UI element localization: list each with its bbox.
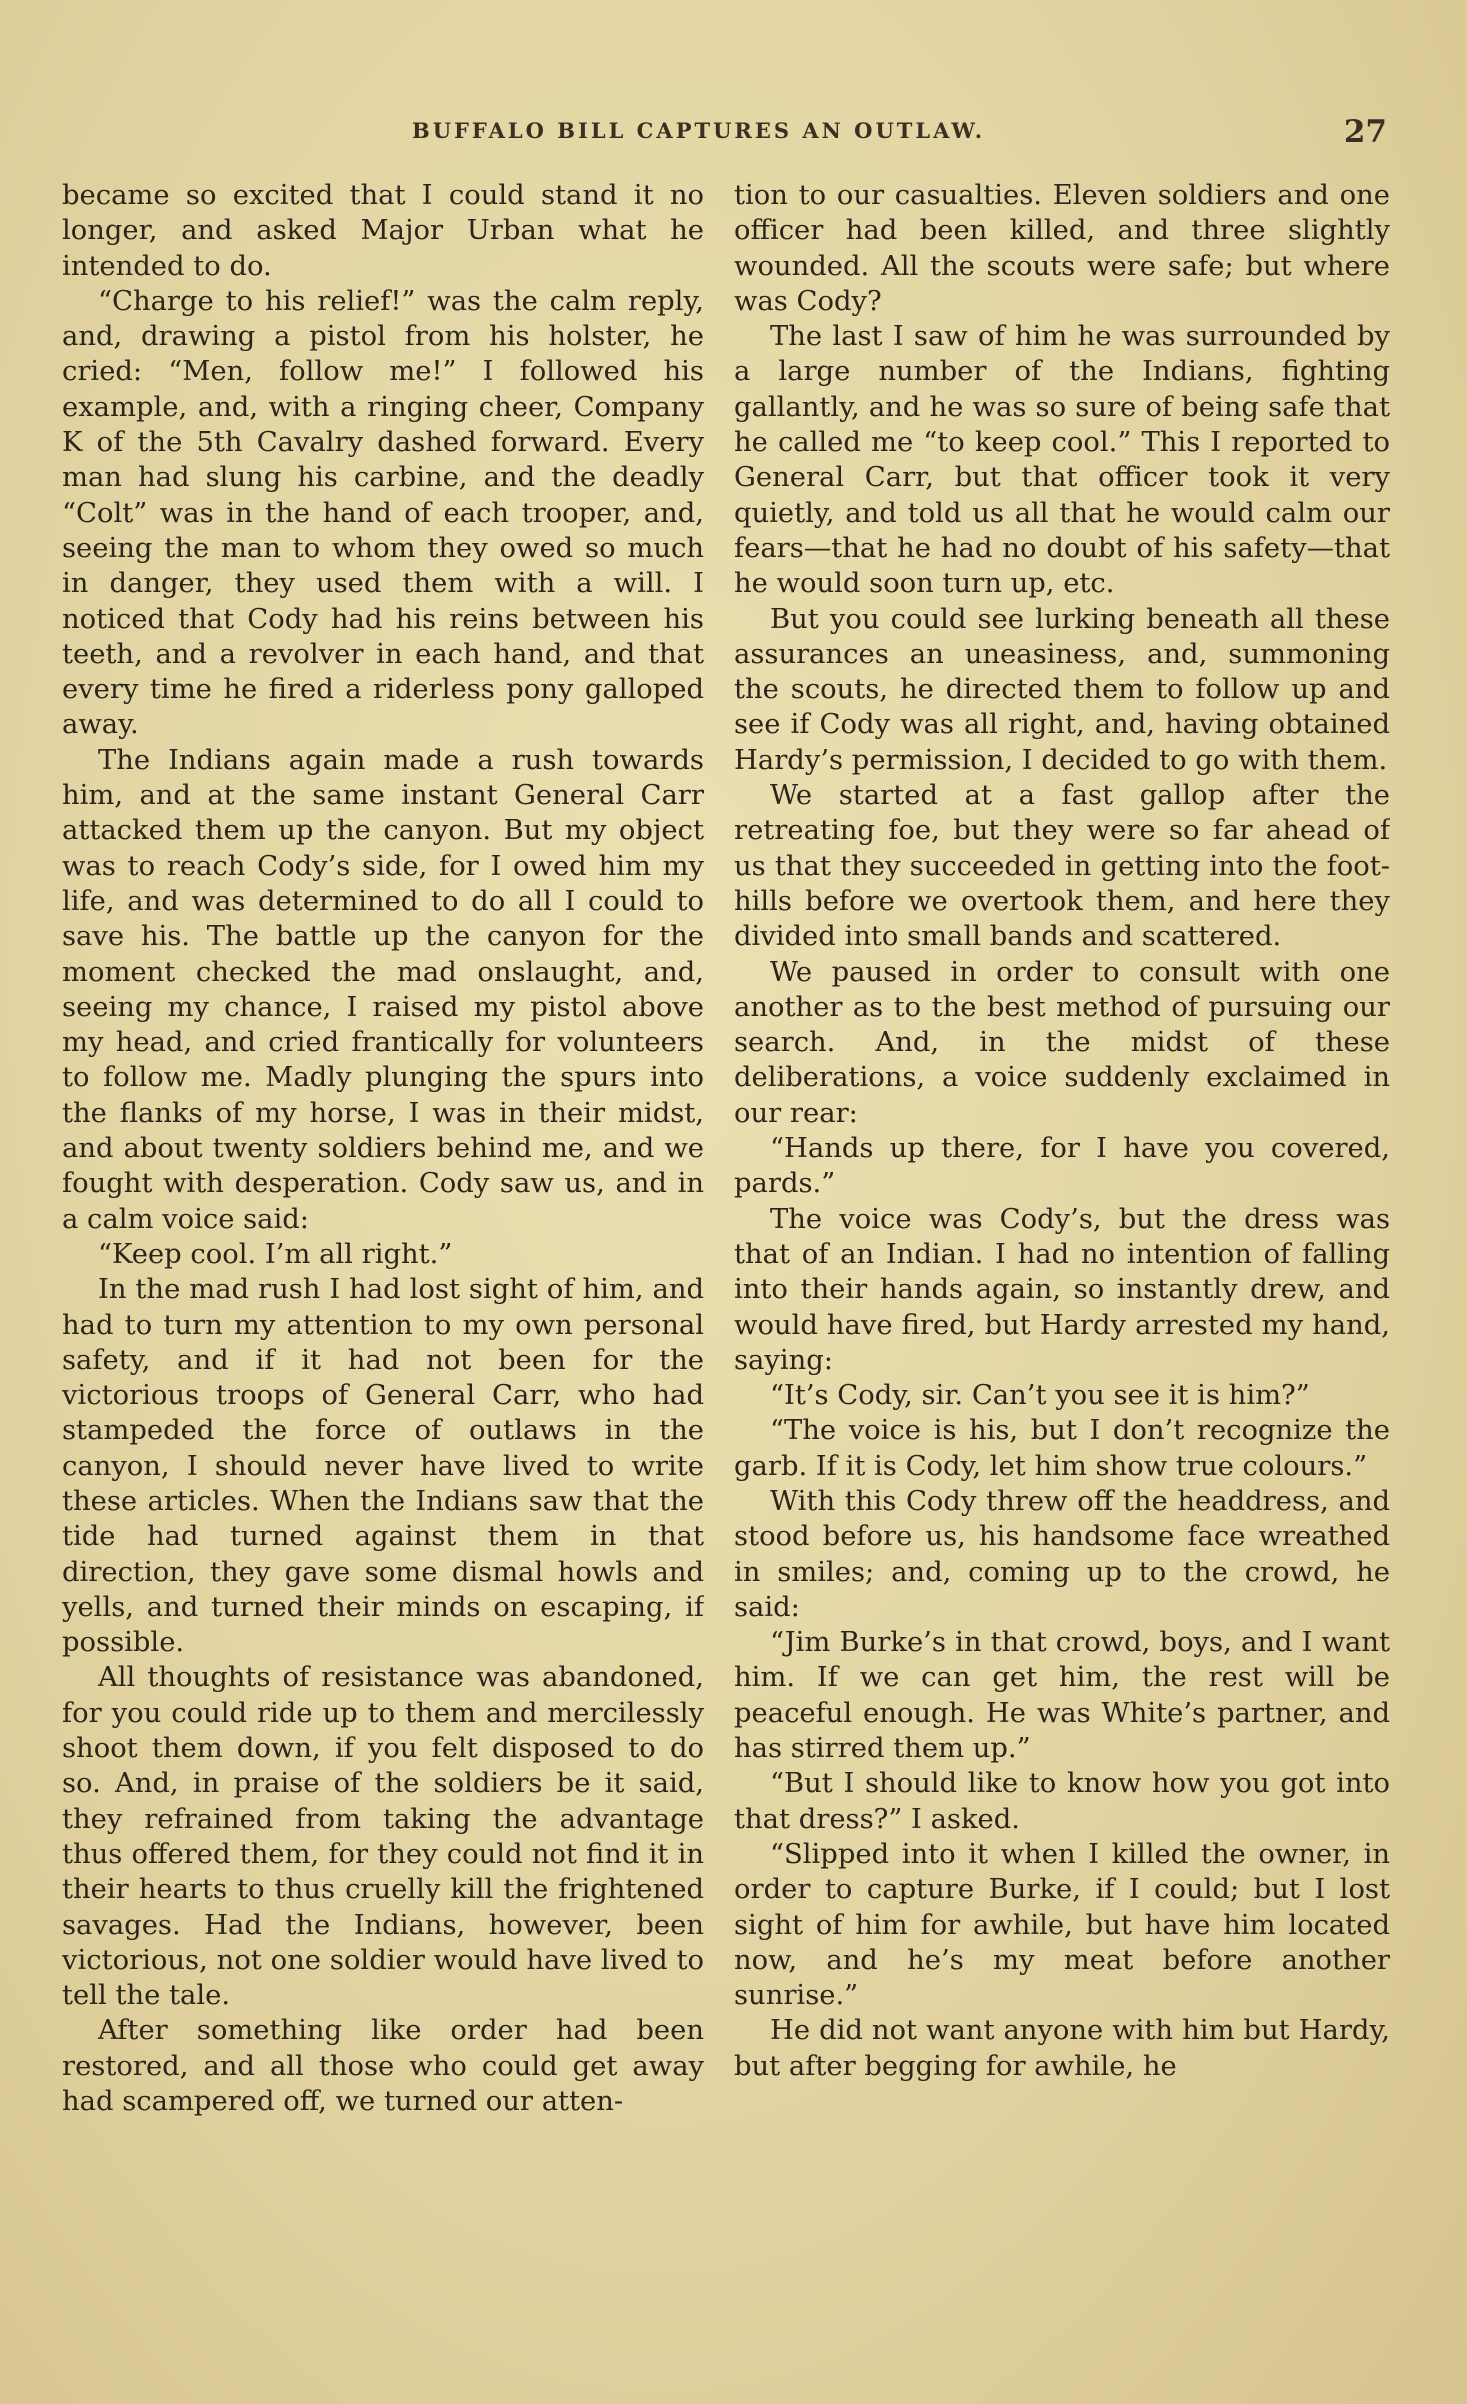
paragraph: The last I saw of him he was surrounded by a large number of the Indians, fighting gallantly, and he was so sure of being safe that he called me “to keep cool.” This I reported to General Carr, but that officer took it very quietly, and told us all that he would calm our fears—that he had no doubt of his safety—that he would soon turn up, etc.: [734, 321, 1390, 600]
paragraph: “But I should like to know how you got into that dress?” I asked.: [734, 1768, 1390, 1835]
paragraph: In the mad rush I had lost sight of him, and had to turn my attention to my own personal safety, and if it had not been for the victorious troops of General Carr, who had stampeded the force of outlaws in the canyon, I should never have lived to write these articles. When the Indians saw that the tide had turned against them in that direction, they gave some dismal howls and yells, and turned their minds on escaping, if possible.: [62, 1274, 704, 1659]
paragraph: With this Cody threw off the headdress, and stood before us, his handsome face wreathed in smiles; and, coming up to the crowd, he said:: [734, 1485, 1390, 1623]
paragraph: “Jim Burke’s in that crowd, boys, and I want him. If we can get him, the rest will be peaceful enough. He was White’s partner, and has stirred them up.”: [734, 1627, 1390, 1765]
paragraph: The Indians again made a rush towards him, and at the same instant General Carr attacked them up the canyon. But my object was to reach Cody’s side, for I owed him my life, and was determined to do all I could to save his. The battle up the canyon for the moment checked the mad onslaught, and, seeing my chance, I raised my pistol above my head, and cried frantically for volunteers to follow me. Madly plunging the spurs into the flanks of my horse, I was in their midst, and about twenty soldiers behind me, and we fought with desperation. Cody saw us, and in a calm voice said:: [62, 744, 704, 1235]
left-column: [62, 178, 704, 2358]
paragraph: “Slipped into it when I killed the owner, in order to capture Burke, if I could; but I lost sight of him for awhile, but have him located now, and he’s my meat before another sunrise.”: [734, 1838, 1390, 2012]
paragraph: All thoughts of resistance was abandoned, for you could ride up to them and mercilessly shoot them down, if you felt disposed to do so. And, in praise of the soldiers be it said, they refrained from taking the advantage thus offered them, for they could not find it in their hearts to thus cruelly kill the frightened savages. Had the Indians, however, been victorious, not one soldier would have lived to tell the tale.: [62, 1662, 704, 2012]
paragraph: But you could see lurking beneath all these assurances an uneasiness, and, summoning the scouts, he directed them to follow up and see if Cody was all right, and, having obtained Hardy’s permission, I decided to go with them.: [734, 603, 1390, 776]
paragraph: We paused in order to consult with one another as to the best method of pursuing our search. And, in the midst of these deliberations, a voice suddenly exclaimed in our rear:: [734, 956, 1390, 1129]
running-title: BUFFALO BILL CAPTURES AN OUTLAW.: [411, 118, 986, 143]
page-number: 27: [1343, 114, 1387, 150]
running-head: [0, 114, 1397, 154]
right-column: [734, 178, 1390, 2358]
paragraph: He did not want anyone with him but Hardy, but after begging for awhile, he: [734, 2015, 1390, 2082]
paragraph: We started at a fast gallop after the retreating foe, but they were so far ahead of us that they succeeded in getting into the foot-hills before we overtook them, and here they divided into small bands and scattered.: [734, 780, 1390, 953]
paragraph: “Keep cool. I’m all right.”: [98, 1238, 453, 1270]
paragraph: “Charge to his relief!” was the calm reply, and, drawing a pistol from his holster, he cried: “Men, follow me!” I followed his example, and, with a ringing cheer, Company K of the 5th Cavalry dashed forward. Every man had slung his carbine, and the deadly “Colt” was in the hand of each trooper, and, seeing the man to whom they owed so much in danger, they used them with a will. I noticed that Cody had his reins between his teeth, and a revolver in each hand, and that every time he fired a riderless pony galloped away.: [62, 285, 704, 741]
paragraph: “Hands up there, for I have you covered, pards.”: [734, 1133, 1390, 1200]
paragraph: “The voice is his, but I don’t recognize the garb. If it is Cody, let him show true colours.”: [734, 1415, 1390, 1482]
paragraph: The voice was Cody’s, but the dress was that of an Indian. I had no intention of falling into their hands again, so instantly drew, and would have fired, but Hardy arrested my hand, saying:: [734, 1203, 1390, 1376]
paragraph: “It’s Cody, sir. Can’t you see it is him?”: [770, 1380, 1310, 1412]
paragraph: tion to our casualties. Eleven soldiers and one officer had been killed, and three slightly wounded. All the scouts were safe; but where was Cody?: [734, 180, 1390, 317]
paragraph: became so excited that I could stand it no longer, and asked Major Urban what he intended to do.: [62, 180, 704, 282]
paragraph: After something like order had been restored, and all those who could get away had scampered off, we turned our atten-: [62, 2015, 704, 2118]
